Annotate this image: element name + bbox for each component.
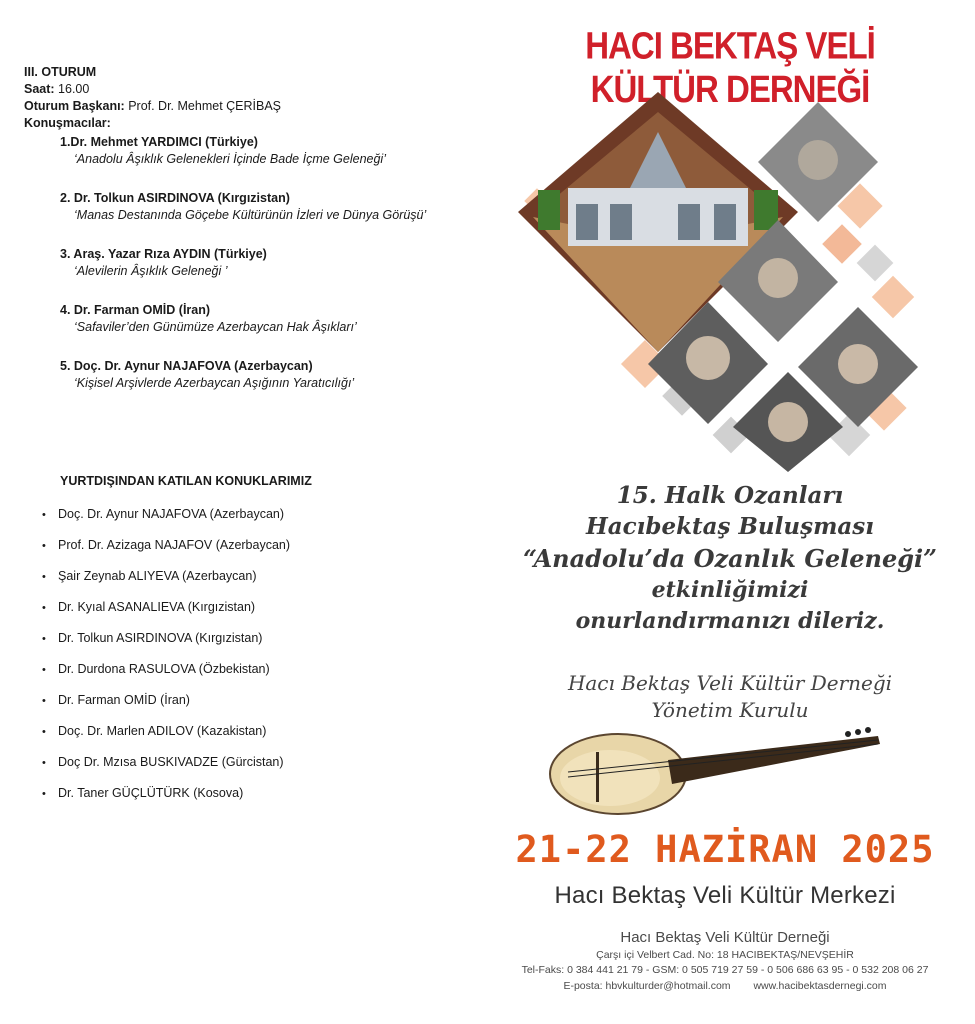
speaker-name: 2. Dr. Tolkun ASIRDINOVA (Kırgızistan) (60, 191, 290, 205)
invitation-line-3: “Anadolu’da Ozanlık Geleneği” (523, 544, 937, 573)
speakers-label: Konuşmacılar: (24, 116, 111, 130)
speaker-topic: ‘Manas Destanında Göçebe Kültürünün İzleri ve Dünya Görüşü’ (74, 208, 427, 222)
guest-item: • Dr. Farman OMİD (İran) (42, 692, 290, 723)
association-title: HACI BEKTAŞ VELİ KÜLTÜR DERNEĞİ (585, 24, 875, 111)
session-time (24, 81, 494, 98)
footer-org: Hacı Bektaş Veli Kültür Derneği (620, 929, 830, 946)
saz-instrument-illustration (548, 722, 888, 822)
guest-item: • Dr. Tolkun ASIRDINOVA (Kırgızistan) (42, 630, 290, 661)
photo-collage (518, 92, 928, 472)
speaker-topic: ‘Safaviler’den Günümüze Azerbaycan Hak Âşıkları’ (74, 320, 357, 334)
speaker-topic: ‘Alevilerin Âşıklık Geleneği ’ (74, 264, 228, 278)
invitation-line-4: etkinliğimizi (651, 577, 809, 603)
chair-label: Oturum Başkanı: (24, 99, 125, 113)
time-value: 16.00 (54, 82, 90, 96)
guest-item: • Doç Dr. Mzısa BUSKIVADZE (Gürcistan) (42, 754, 290, 785)
invitation-line-2: Hacıbektaş Buluşması (585, 513, 874, 540)
guest-item: • Dr. Taner GÜÇLÜTÜRK (Kosova) (42, 785, 290, 816)
guest-item: • Doç. Dr. Marlen ADILOV (Kazakistan) (42, 723, 290, 754)
guest-item: • Dr. Kyıal ASANALIEVA (Kırgızistan) (42, 599, 290, 630)
invitation-text (510, 480, 950, 637)
speaker-item (60, 358, 494, 392)
speaker-item (60, 134, 494, 168)
speaker-name: 3. Araş. Yazar Rıza AYDIN (Türkiye) (60, 247, 267, 261)
speaker-name: 4. Dr. Farman OMİD (İran) (60, 303, 211, 317)
footer-contact (480, 978, 970, 994)
footer-address: Çarşı içi Velbert Cad. No: 18 HACIBEKTAŞ/NEVŞEHİR (596, 949, 854, 961)
guest-list (42, 506, 290, 816)
guest-item: • Dr. Durdona RASULOVA (Özbekistan) (42, 661, 290, 692)
speaker-topic: ‘Anadolu Âşıklık Gelenekleri İçinde Bade İçme Geleneği’ (74, 152, 386, 166)
guest-item: • Doç. Dr. Aynur NAJAFOVA (Azerbaycan) (42, 506, 290, 537)
speaker-item (60, 190, 494, 224)
board-signature (520, 670, 940, 724)
time-label: Saat: (24, 82, 55, 96)
event-venue: Hacı Bektaş Veli Kültür Merkezi (554, 882, 896, 909)
speaker-list (24, 134, 494, 392)
session-title: III. OTURUM (24, 65, 97, 79)
guests-title: YURTDIŞINDAN KATILAN KONUKLARIMIZ (60, 474, 312, 488)
invitation-line-5: onurlandırmanızı dileriz. (575, 608, 885, 634)
footer-email[interactable]: E-posta: hbvkulturder@hotmail.com (563, 980, 731, 992)
footer-phones: Tel-Faks: 0 384 441 21 79 - GSM: 0 505 719 27 59 - 0 506 686 63 95 - 0 532 208 06 27 (521, 964, 929, 976)
board-line-2: Yönetim Kurulu (651, 698, 809, 722)
session-block (24, 64, 494, 414)
session-chair (24, 98, 494, 115)
speaker-name: 1.Dr. Mehmet YARDIMCI (Türkiye) (60, 135, 258, 149)
speaker-topic: ‘Kişisel Arşivlerde Azerbaycan Aşığının Yaratıcılığı’ (74, 376, 355, 390)
speaker-name: 5. Doç. Dr. Aynur NAJAFOVA (Azerbaycan) (60, 359, 313, 373)
speaker-item (60, 302, 494, 336)
footer-website[interactable]: www.hacibektasdernegi.com (753, 980, 887, 992)
guest-item: • Prof. Dr. Azizaga NAJAFOV (Azerbaycan) (42, 537, 290, 568)
guest-item: • Şair Zeynab ALIYEVA (Azerbaycan) (42, 568, 290, 599)
chair-value: Prof. Dr. Mehmet ÇERİBAŞ (124, 99, 282, 113)
invitation-line-1: 15. Halk Ozanları (616, 482, 844, 509)
event-date: 21-22 HAZİRAN 2025 (515, 828, 935, 871)
contact-footer (480, 928, 970, 994)
speaker-item (60, 246, 494, 280)
board-line-1: Hacı Bektaş Veli Kültür Derneği (567, 671, 893, 695)
